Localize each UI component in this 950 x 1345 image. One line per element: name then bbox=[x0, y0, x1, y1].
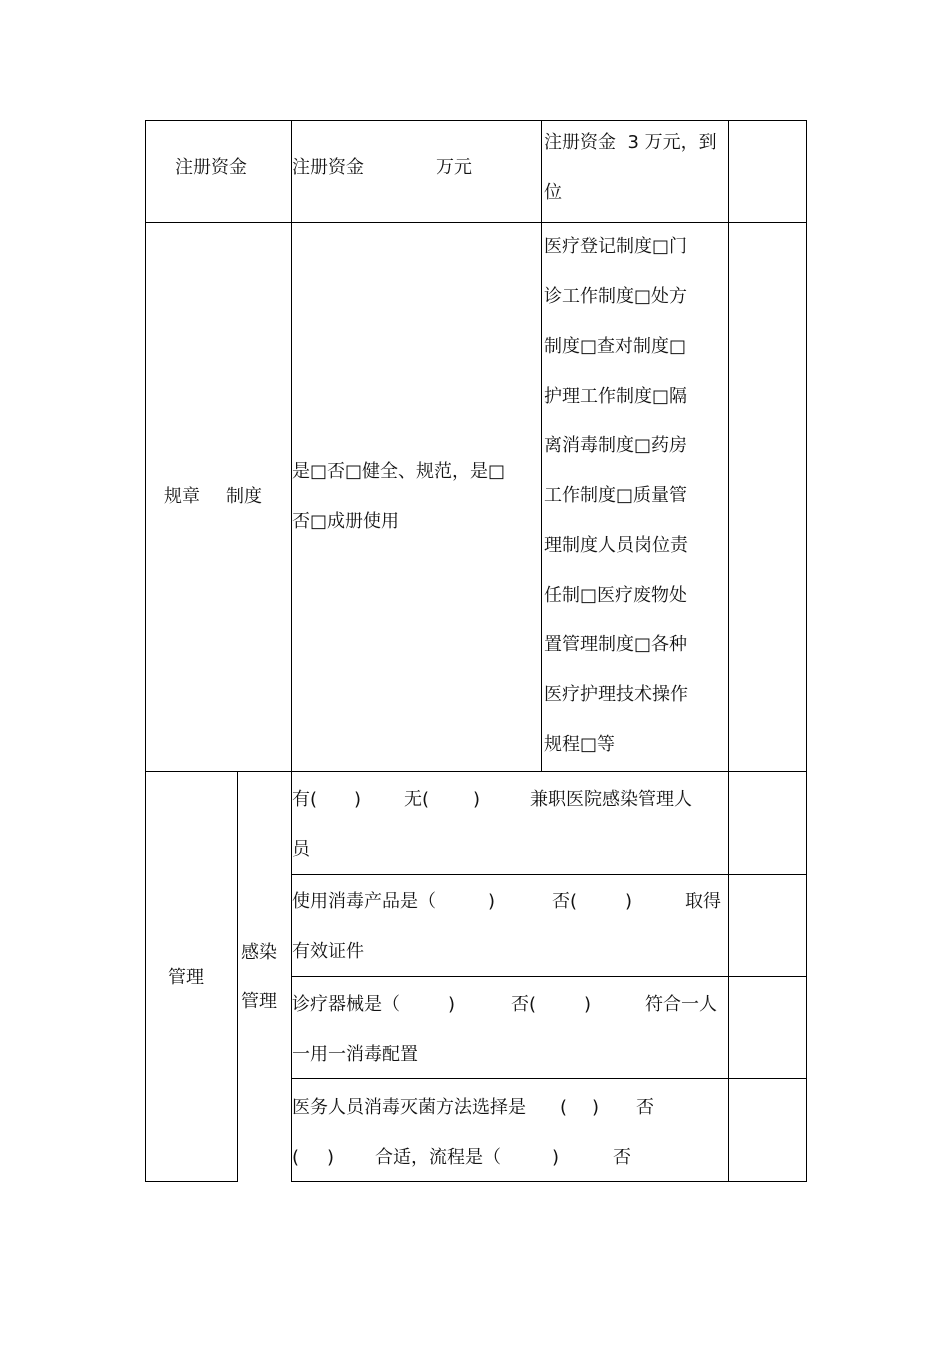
row-divider-mgmt-3 bbox=[291, 1078, 807, 1079]
mgmt-item3-no: 否( bbox=[511, 994, 537, 1015]
mgmt-item3-no-close: ) bbox=[584, 994, 592, 1015]
rules-standard-line: 任制□医疗废物处 bbox=[544, 585, 688, 606]
capital-label: 注册资金 bbox=[175, 157, 247, 178]
col-divider-3 bbox=[728, 120, 729, 1182]
mgmt-item2-no-close: ) bbox=[625, 891, 633, 912]
col-divider-2 bbox=[541, 120, 542, 772]
mgmt-item1-no: 无( bbox=[404, 789, 430, 810]
mgmt-item4-text: 医务人员消毒灭菌方法选择是 bbox=[292, 1097, 526, 1118]
rules-standard-line: 置管理制度□各种 bbox=[544, 634, 688, 655]
mgmt-item1-no-close: ) bbox=[473, 789, 481, 810]
capital-item-unit: 万元 bbox=[436, 157, 472, 178]
row-divider-mgmt-2 bbox=[291, 976, 807, 977]
rules-standard-line: 护理工作制度□隔 bbox=[544, 386, 688, 407]
mgmt-item4-yes-close: ) bbox=[592, 1097, 600, 1118]
rules-standard-line: 医疗护理技术操作 bbox=[544, 684, 688, 705]
col-divider-1 bbox=[291, 120, 292, 1182]
mgmt-item3-text: 符合一人 bbox=[645, 994, 717, 1015]
rules-standard-line: 离消毒制度□药房 bbox=[544, 435, 688, 456]
infection-label-line1: 感染 bbox=[241, 942, 277, 963]
mgmt-item1-yes-close: ) bbox=[354, 789, 362, 810]
rules-label-part1: 规章 bbox=[164, 486, 200, 507]
row-divider-rules bbox=[145, 771, 807, 772]
management-label: 管理 bbox=[168, 967, 204, 988]
rules-item-line2: 否□成册使用 bbox=[292, 511, 400, 532]
mgmt-item4-l2-no: 否 bbox=[613, 1147, 631, 1168]
rules-standard-line: 诊工作制度□处方 bbox=[544, 286, 688, 307]
mgmt-item1-text: 兼职医院感染管理人 bbox=[530, 789, 692, 810]
mgmt-item4-l2-close: ) bbox=[327, 1147, 335, 1168]
mgmt-item2-yes: 使用消毒产品是（ bbox=[292, 891, 436, 912]
rules-standard-line: 工作制度□质量管 bbox=[544, 485, 688, 506]
mgmt-item4-no: 否 bbox=[636, 1097, 654, 1118]
mgmt-item3-yes-close: ) bbox=[448, 994, 456, 1015]
row-divider-capital bbox=[145, 222, 807, 223]
table-border-bottom-right bbox=[291, 1181, 807, 1182]
mgmt-item2-text: 取得 bbox=[685, 891, 721, 912]
rules-label-part2: 制度 bbox=[226, 486, 262, 507]
row-divider-mgmt-1 bbox=[291, 874, 807, 875]
mgmt-item4-l2-close2: ) bbox=[552, 1147, 560, 1168]
mgmt-item2-yes-close: ) bbox=[488, 891, 496, 912]
mgmt-item3-yes: 诊疗器械是（ bbox=[292, 994, 400, 1015]
capital-standard-line1: 注册资金 3 万元，到 bbox=[544, 132, 717, 153]
mgmt-item1-yes: 有( bbox=[292, 789, 318, 810]
mgmt-item2-no: 否( bbox=[552, 891, 578, 912]
table-border-bottom-left bbox=[145, 1181, 238, 1182]
rules-standard-line: 制度□查对制度□ bbox=[544, 336, 687, 357]
capital-item-prefix: 注册资金 bbox=[292, 157, 364, 178]
rules-standard-line: 理制度人员岗位责 bbox=[544, 535, 688, 556]
mgmt-item4-l2-open: ( bbox=[292, 1147, 300, 1168]
capital-standard-line2: 位 bbox=[544, 182, 562, 203]
table-border-right bbox=[806, 120, 807, 1182]
mgmt-item4-l2-text: 合适，流程是（ bbox=[375, 1147, 501, 1168]
table-border-top bbox=[145, 120, 807, 121]
mgmt-item2-line2: 有效证件 bbox=[292, 941, 364, 962]
table-border-left bbox=[145, 120, 146, 1182]
infection-label-line2: 管理 bbox=[241, 991, 277, 1012]
mgmt-item1-line2: 员 bbox=[292, 839, 310, 860]
col-divider-sub bbox=[237, 771, 238, 1182]
rules-item-line1: 是□否□健全、规范，是□ bbox=[292, 461, 506, 482]
mgmt-item3-line2: 一用一消毒配置 bbox=[292, 1044, 418, 1065]
rules-standard-line: 规程□等 bbox=[544, 734, 616, 755]
mgmt-item4-yes-open: ( bbox=[560, 1097, 568, 1118]
rules-standard-line: 医疗登记制度□门 bbox=[544, 236, 688, 257]
